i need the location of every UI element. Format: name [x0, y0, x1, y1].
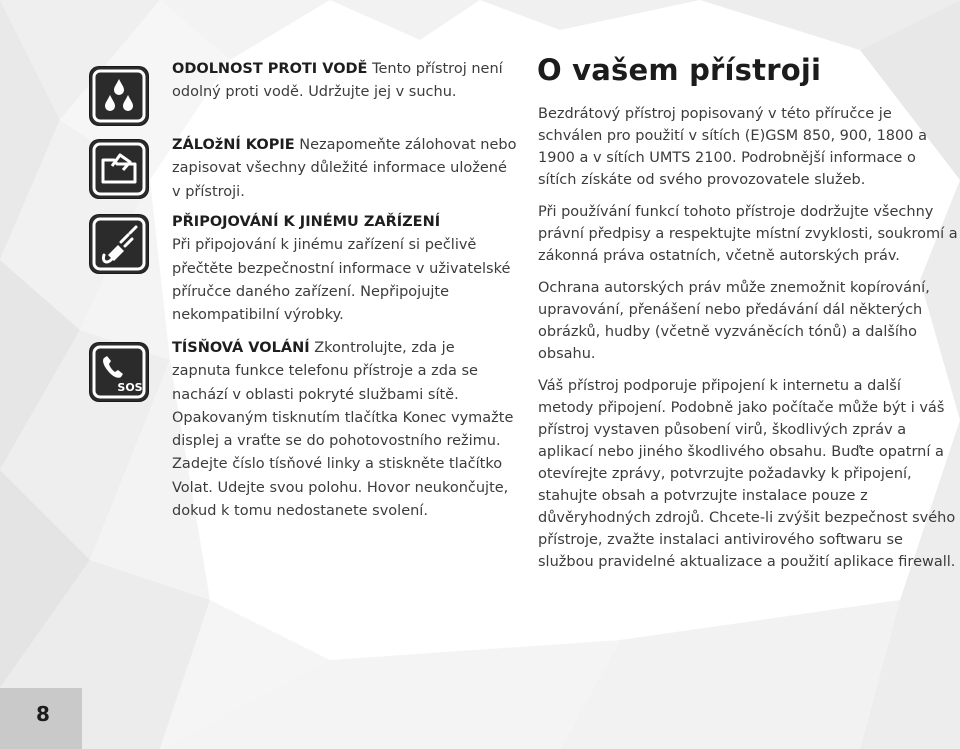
paragraph: Při používání funkcí tohoto přístroje dodržujte všechny právní předpisy a respektujte místní zvyklosti, soukromí a zákonná práva ostatních, včetně autorských práv. [538, 204, 958, 264]
plug-connection-icon [90, 215, 148, 273]
emergency-calls-note [172, 337, 517, 523]
about-device-text [538, 103, 958, 583]
backup-folder-icon [90, 140, 148, 198]
emergency-heading: TÍSŇOVÁ VOLÁNÍ [172, 340, 310, 356]
section-title: O vašem přístroji [537, 53, 822, 87]
page-number: 8 [36, 702, 50, 726]
water-drops-icon [90, 67, 148, 125]
paragraph: Ochrana autorských práv může znemožnit kopírování, upravování, přenášení nebo předávání dál některých obrázků, hudby (včetně vyzváněcích tónů) a dalšího obsahu. [538, 280, 930, 362]
emergency-call-sos-icon [90, 343, 148, 401]
emergency-text: Zkontrolujte, zda je zapnuta funkce telefonu přístroje a zda se nachází v oblasti pokryté službami sítě. Opakovaným tisknutím tlačítka Konec vymažte displej a vraťte se do pohotovostního režimu. Zadejte číslo tísňové linky a stiskněte tlačítko Volat. Udejte svou polohu. Hovor neukončujte, dokud k tomu nedostanete svolení. [172, 340, 514, 520]
connect-heading: PŘIPOJOVÁNÍ K JINÉMU ZAŘÍZENÍ [172, 214, 441, 230]
page-number-tab [0, 688, 82, 749]
connect-text: Při připojování k jinému zařízení si pečlivě přečtěte bezpečnostní informace v uživatelské příručce daného zařízení. Nepřipojujte nekompatibilní výrobky. [172, 237, 511, 324]
backup-text: Nezapomeňte zálohovat nebo zapisovat všechny důležité informace uložené v přístroji. [172, 137, 517, 200]
backup-heading: ZÁLOžNÍ KOPIE [172, 137, 295, 153]
paragraph: Bezdrátový přístroj popisovaný v této příručce je schválen pro použití v sítích (E)GSM 850, 900, 1800 a 1900 a v sítích UMTS 2100. Podrobnější informace o sítích získáte od svého provozovatele služeb. [538, 106, 927, 188]
water-text: Tento přístroj není odolný proti vodě. Udržujte jej v suchu. [172, 61, 503, 101]
water-resistance-note [172, 58, 517, 105]
water-heading: ODOLNOST PROTI VODĚ [172, 61, 368, 77]
sos-label: SOS [117, 381, 143, 394]
connection-note [172, 211, 517, 327]
backup-note [172, 134, 517, 204]
paragraph: Váš přístroj podporuje připojení k internetu a další metody připojení. Podobně jako počítače může být i váš přístroj vystaven působení virů, škodlivých zpráv a aplikací nebo jiného škodlivého obsahu. Buďte opatrní a otevírejte zprávy, potvrzujte požadavky k připojení, stahujte obsah a potvrzujte instalace pouze z důvěryhodných zdrojů. Chcete-li zvýšit bezpečnost svého přístroje, zvažte instalaci antivirového softwaru se službou pravidelné aktualizace a použití aplikace firewall. [538, 378, 956, 570]
